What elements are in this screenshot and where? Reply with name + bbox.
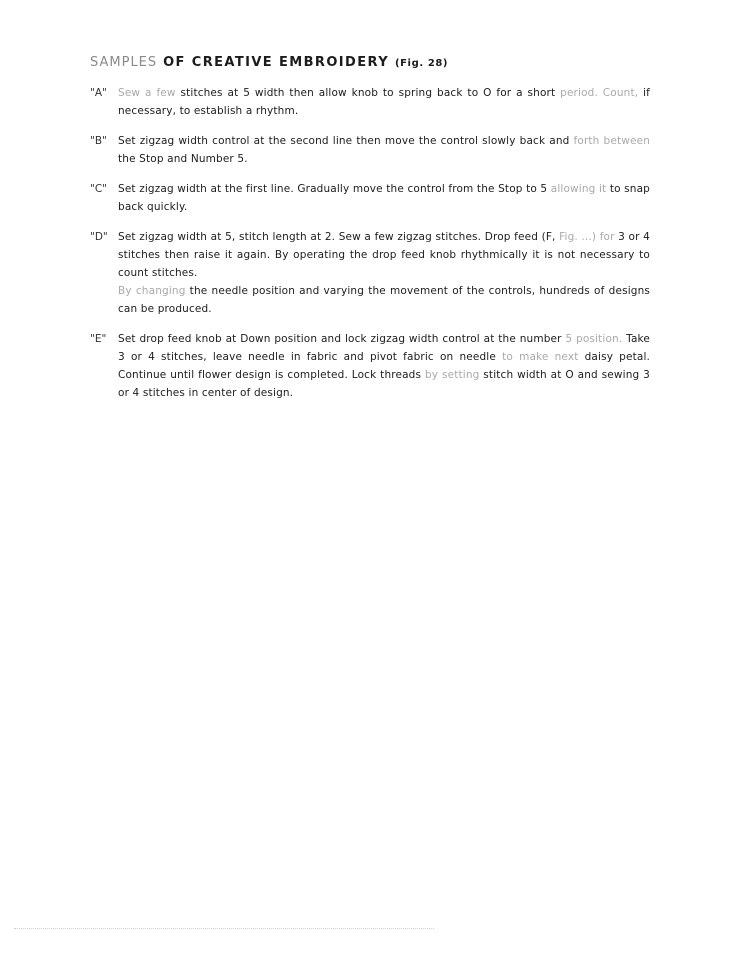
item-paragraph: [118, 330, 650, 402]
text-span: stitches at 5 width then allow knob to spring back to O for a short: [175, 87, 561, 99]
faded-text: Fig. ...) for: [559, 231, 615, 243]
faded-text: to make next: [502, 351, 579, 363]
scan-artifact: [14, 928, 434, 933]
text-span: Set zigzag width control at the second line then move the control slowly back and: [118, 135, 574, 147]
text-span: the Stop and Number 5.: [118, 153, 248, 165]
text-span: if necessary, to establish a rhythm.: [118, 87, 650, 117]
item-label: "E": [90, 333, 107, 345]
item-label: "B": [90, 135, 107, 147]
item-text: [118, 180, 650, 216]
item-paragraph: [118, 228, 650, 282]
instruction-item-c: [90, 180, 650, 216]
instruction-item-a: [90, 84, 650, 120]
item-label: "A": [90, 87, 107, 99]
page-title: [90, 55, 448, 70]
instruction-item-b: [90, 132, 650, 168]
item-paragraph: [118, 132, 650, 168]
item-text: [118, 330, 650, 402]
instruction-item-d: [90, 228, 650, 318]
figure-reference: (Fig. 28): [394, 58, 449, 69]
item-paragraph: [118, 282, 650, 318]
text-span: the needle position and varying the movement of the controls, hundreds of designs can be produced.: [118, 285, 651, 315]
title-part-main: OF CREATIVE EMBROIDERY: [163, 55, 390, 70]
faded-text: 5 position.: [565, 333, 623, 345]
item-paragraph: [118, 84, 650, 120]
text-span: to snap back quickly.: [118, 183, 650, 213]
faded-text: period. Count,: [560, 87, 639, 99]
faded-text: allowing it: [550, 183, 607, 195]
title-part-samples: SAMPLES: [90, 55, 158, 70]
text-span: daisy petal. Continue until flower design is completed. Lock threads: [118, 351, 650, 381]
item-text: [118, 228, 650, 318]
text-span: Set drop feed knob at Down position and lock zigzag width control at the number: [118, 333, 566, 345]
faded-text: Sew a few: [118, 87, 176, 99]
item-label: "C": [90, 183, 107, 195]
text-span: Take 3 or 4 stitches, leave needle in fabric and pivot fabric on needle: [118, 333, 650, 363]
faded-text: by setting: [424, 369, 480, 381]
item-text: [118, 132, 650, 168]
instruction-item-e: [90, 330, 650, 402]
faded-text: By changing: [118, 285, 186, 297]
item-paragraph: [118, 180, 650, 216]
text-span: 3 or 4 stitches then raise it again. By operating the drop feed knob rhythmically it is not necessary to count stitches.: [118, 231, 650, 279]
text-span: Set zigzag width at 5, stitch length at 2. Sew a few zigzag stitches. Drop feed (F,: [118, 231, 560, 243]
faded-text: forth between: [573, 135, 651, 147]
instruction-list: [90, 84, 650, 414]
item-text: [118, 84, 650, 120]
text-span: stitch width at O and sewing 3 or 4 stitches in center of design.: [118, 369, 650, 399]
text-span: Set zigzag width at the first line. Gradually move the control from the Stop to 5: [118, 183, 551, 195]
item-label: "D": [90, 231, 108, 243]
